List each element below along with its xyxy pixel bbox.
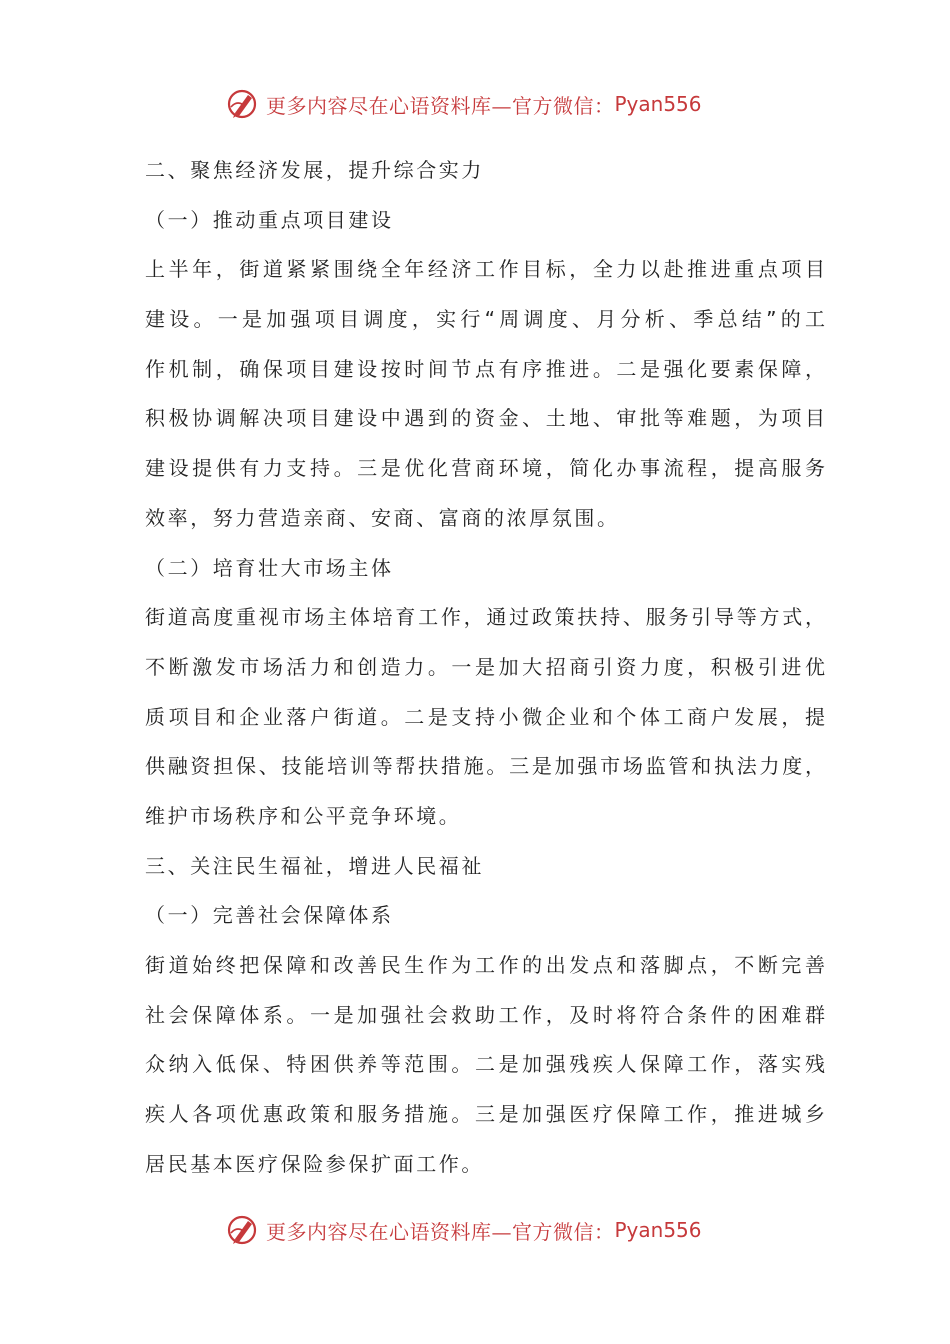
banner-wechat-id: Pyan556	[614, 1218, 702, 1242]
document-body	[145, 146, 825, 1189]
banner-text: 更多内容尽在心语资料库—官方微信：	[266, 1219, 615, 1244]
paragraph-line: 居民基本医疗保险参保扩面工作。	[145, 1151, 484, 1176]
paragraph-line: 疾人各项优惠政策和服务措施。三是加强医疗保障工作，推进城乡	[145, 1102, 825, 1127]
section-heading: 三、关注民生福祉，增进人民福祉	[145, 853, 484, 878]
paragraph-line: 质项目和企业落户街道。二是支持小微企业和个体工商户发展，提	[145, 704, 825, 729]
section-heading: 二、聚焦经济发展，提升综合实力	[145, 158, 484, 182]
paragraph-line: 众纳入低保、特困供养等范围。二是加强残疾人保障工作，落实残	[145, 1052, 825, 1077]
paragraph-line: 建设提供有力支持。三是优化营商环境，简化办事流程，提高服务	[145, 456, 825, 481]
paragraph-line: 街道高度重视市场主体培育工作，通过政策扶持、服务引导等方式，	[145, 605, 825, 630]
banner-text: 更多内容尽在心语资料库—官方微信：	[266, 93, 615, 118]
paragraph-line: 社会保障体系。一是加强社会救助工作，及时将符合条件的困难群	[145, 1002, 825, 1027]
subsection-heading: （一）推动重点项目建设	[145, 207, 394, 232]
footer-watermark-banner	[226, 1210, 702, 1250]
paragraph-line: 效率，努力营造亲商、安商、富商的浓厚氛围。	[145, 505, 620, 530]
paragraph-line: 供融资担保、技能培训等帮扶措施。三是加强市场监管和执法力度，	[145, 754, 825, 779]
paragraph-line: 建设。一是加强项目调度，实行“周调度、月分析、季总结”的工	[145, 307, 825, 332]
subsection-heading: （一）完善社会保障体系	[145, 903, 394, 928]
banner-wechat-id: Pyan556	[614, 92, 702, 116]
paragraph-line: 积极协调解决项目建设中遇到的资金、土地、审批等难题，为项目	[145, 406, 825, 431]
paragraph-line: 不断激发市场活力和创造力。一是加大招商引资力度，积极引进优	[145, 654, 825, 679]
paragraph-line: 作机制，确保项目建设按时间节点有序推进。二是强化要素保障，	[145, 356, 825, 381]
paragraph-line: 维护市场秩序和公平竞争环境。	[145, 803, 462, 828]
subsection-heading: （二）培育壮大市场主体	[145, 555, 394, 580]
paragraph-line: 街道始终把保障和改善民生作为工作的出发点和落脚点，不断完善	[145, 953, 825, 977]
header-watermark-banner	[226, 84, 702, 124]
paragraph-line: 上半年，街道紧紧围绕全年经济工作目标，全力以赴推进重点项目	[145, 257, 825, 282]
pen-logo-icon	[226, 87, 260, 121]
pen-logo-icon	[226, 1213, 260, 1247]
